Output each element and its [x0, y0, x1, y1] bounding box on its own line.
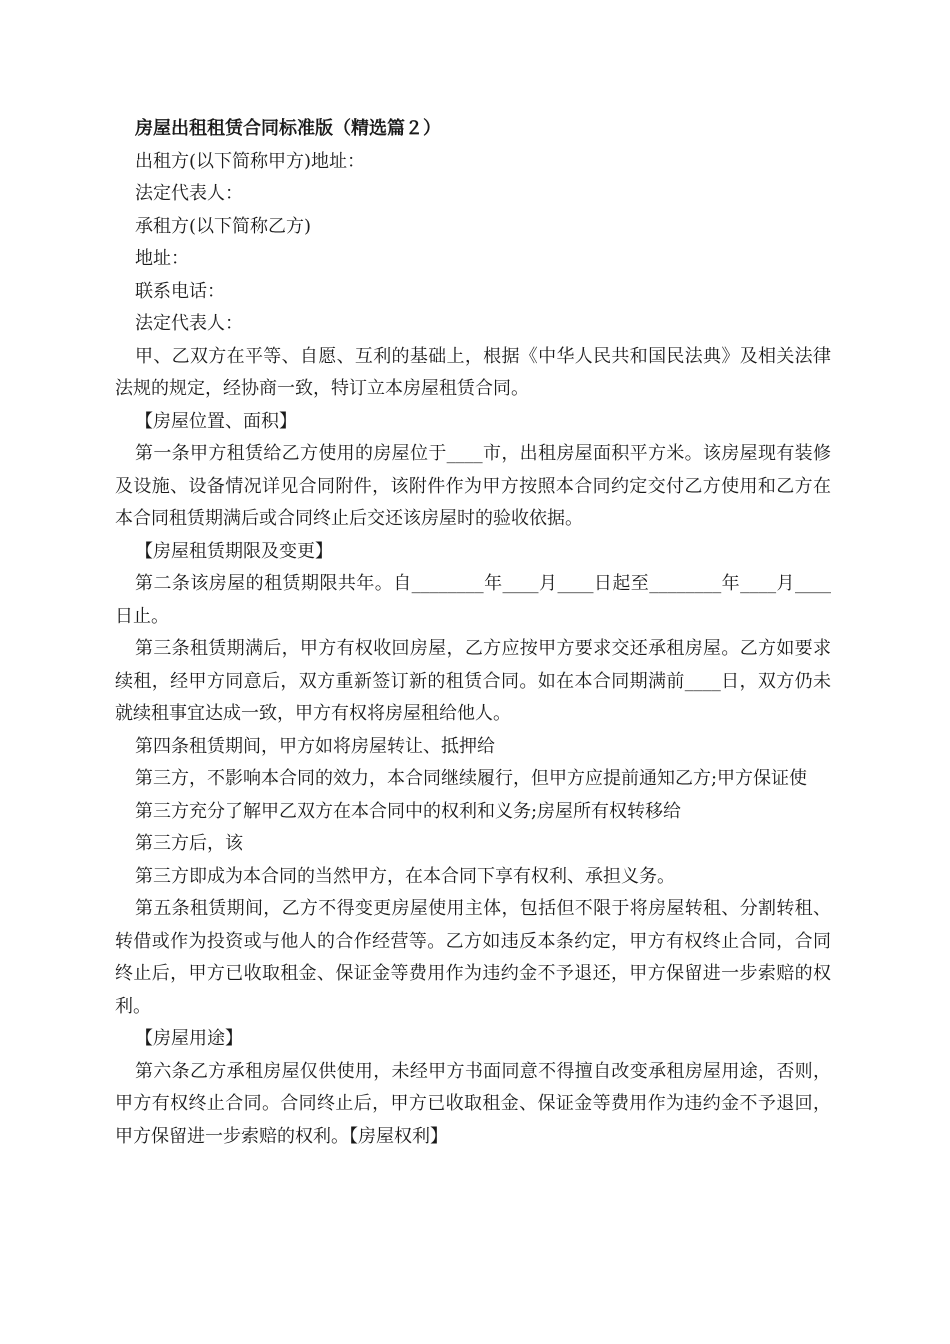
paragraph-article-4: 第四条租赁期间，甲方如将房屋转让、抵押给: [135, 735, 495, 757]
paragraph-preamble: 甲、乙双方在平等、自愿、互利的基础上，根据《中华人民共和国民法典》及相关法律法规的规定，经协商一致，特订立本房屋租赁合同。: [115, 345, 831, 399]
section-heading-term-change: 【房屋租赁期限及变更】: [135, 540, 333, 562]
paragraph-lessee-representative: 法定代表人：: [135, 313, 243, 334]
paragraph-contact-phone: 联系电话：: [135, 280, 225, 302]
paragraph-lessor-representative: 法定代表人：: [135, 183, 243, 204]
paragraph-article-5: 第五条租赁期间，乙方不得变更房屋使用主体，包括但不限于将房屋转租、分割转租、转借或作为投资或与他人的合作经营等。乙方如违反本条约定，甲方有权终止合同，合同终止后，甲方已收取租金、保证金等费用作为违约金不予退还，甲方保留进一步索赔的权利。: [115, 898, 831, 1017]
section-heading-location-area: 【房屋位置、面积】: [135, 410, 297, 432]
paragraph-lessor-address: 出租方(以下简称甲方)地址：: [135, 150, 366, 172]
section-heading-usage: 【房屋用途】: [135, 1028, 243, 1049]
paragraph-lessee-address: 地址：: [135, 248, 189, 269]
document-body: [115, 113, 831, 1153]
paragraph-third-party-2: 第三方充分了解甲乙双方在本合同中的权利和义务;房屋所有权转移给: [135, 800, 682, 822]
paragraph-article-6: 第六条乙方承租房屋仅供使用，未经甲方书面同意不得擅自改变承租房屋用途，否则，甲方有权终止合同。合同终止后，甲方已收取租金、保证金等费用作为违约金不予退回，甲方保留进一步索赔的权利。【房屋权利】: [115, 1060, 831, 1147]
paragraph-article-1: 第一条甲方租赁给乙方使用的房屋位于____市，出租房屋面积平方米。该房屋现有装修及设施、设备情况详见合同附件，该附件作为甲方按照本合同约定交付乙方使用和乙方在本合同租赁期满后或合同终止后交还该房屋时的验收依据。: [115, 443, 831, 529]
paragraph-third-party-4: 第三方即成为本合同的当然甲方，在本合同下享有权利、承担义务。: [135, 865, 675, 887]
paragraph-third-party-3: 第三方后，该: [135, 833, 243, 854]
paragraph-lessee: 承租方(以下简称乙方): [135, 215, 312, 237]
paragraph-article-3: 第三条租赁期满后，甲方有权收回房屋，乙方应按甲方要求交还承租房屋。乙方如要求续租，经甲方同意后，双方重新签订新的租赁合同。如在本合同期满前____日，双方仍未就续租事宜达成一致，甲方有权将房屋租给他人。: [115, 638, 831, 724]
paragraph-third-party-1: 第三方，不影响本合同的效力，本合同继续履行，但甲方应提前通知乙方;甲方保证使: [135, 768, 808, 789]
paragraph-article-2: 第二条该房屋的租赁期限共年。自________年____月____日起至________年____月____日止。: [115, 573, 831, 627]
document-title: 房屋出租租赁合同标准版（精选篇２）: [135, 118, 441, 139]
